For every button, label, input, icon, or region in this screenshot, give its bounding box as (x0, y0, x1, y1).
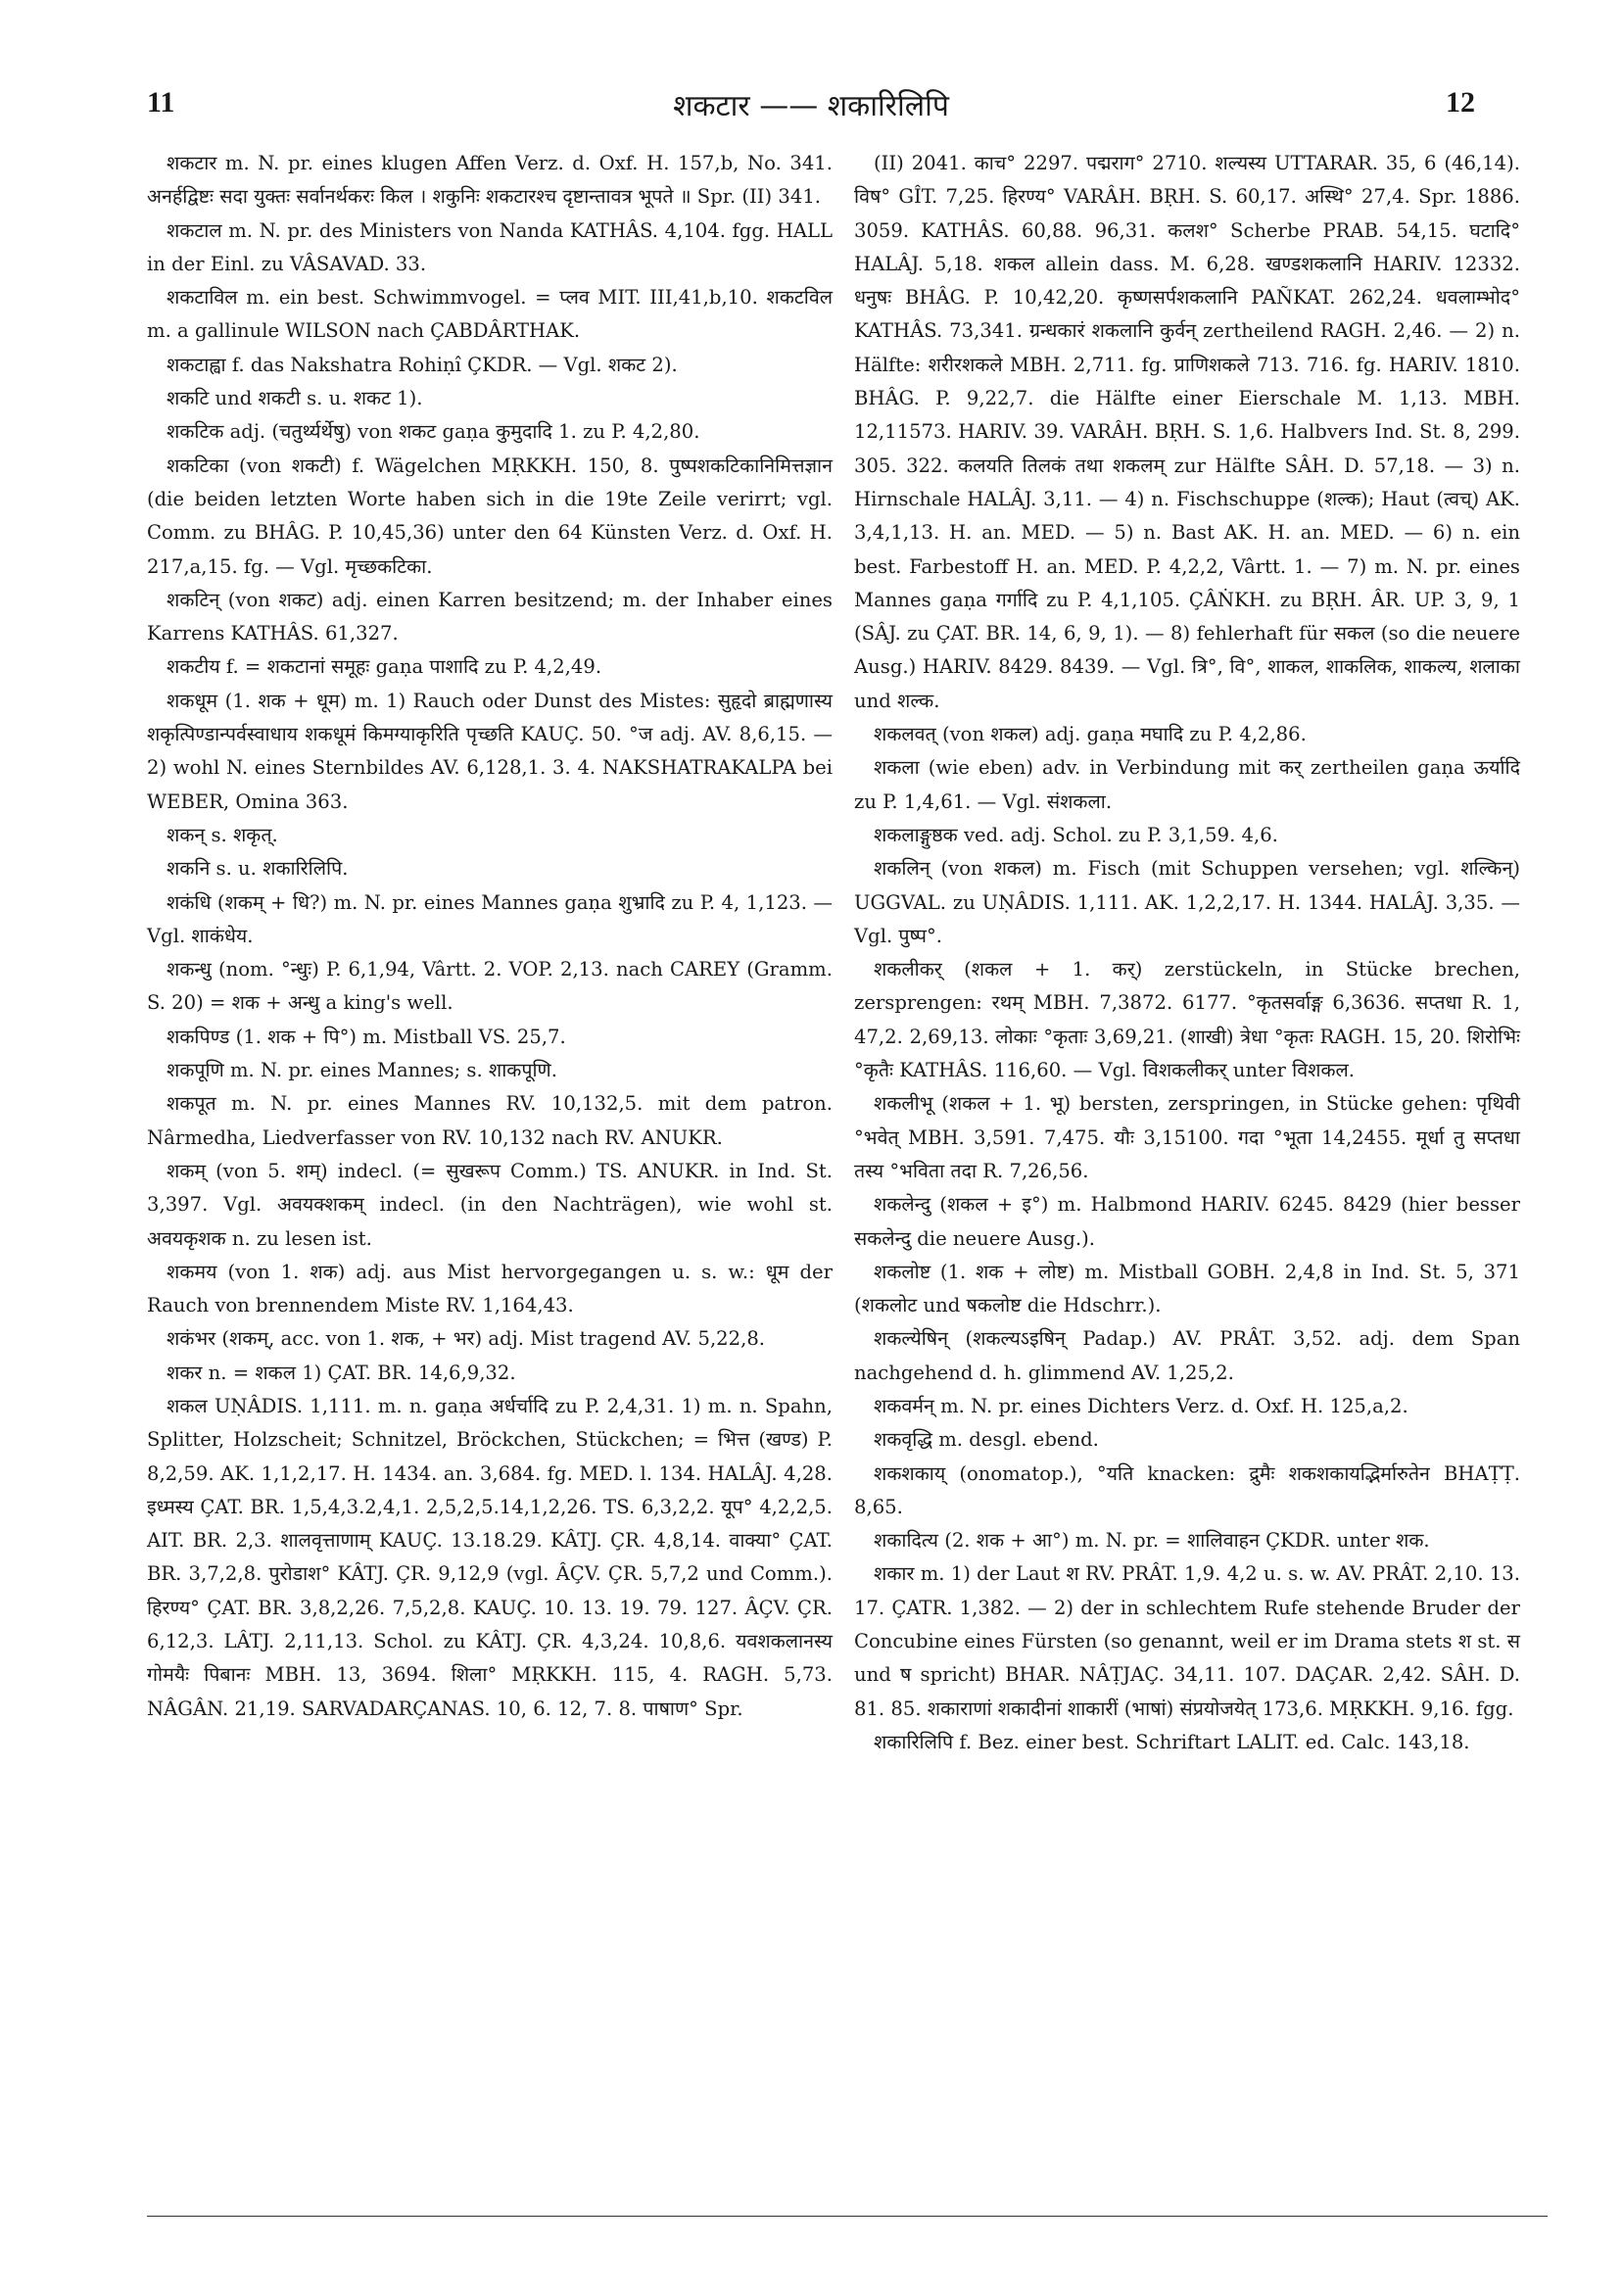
dictionary-entry: शकला (wie eben) adv. in Verbindung mit कर् zertheilen gaṇa ऊर्यादि zu P. 1,4,61. — Vgl. संशकला. (854, 756, 1520, 813)
dictionary-entry: शकपूत m. N. pr. eines Mannes RV. 10,132,5. mit dem patron. Nârmedha, Liedverfasser von RV. 10,132 nach RV. ANUKR. (147, 1092, 833, 1149)
dictionary-entry: शकटाह्वा f. das Nakshatra Rohiṇî ÇKDR. — Vgl. शकट 2). (167, 353, 678, 376)
dictionary-entry: शकपूणि m. N. pr. eines Mannes; s. शाकपूणि. (167, 1059, 557, 1082)
dictionary-entry: शकलीकर् (शकल + 1. कर्) zerstückeln, in Stücke brechen, zersprengen: रथम् MBH. 7,3872. 6177. °कृतसर्वाङ्ग 6,3636. सप्तधा R. 1, 47,2. 2,69,13. लोकाः °कृताः 3,69,21. (शाखी) त्रेधा °कृतः RAGH. 15, 20. शिरोभिः °कृतैः KATHÂS. 116,60. — Vgl. विशकलीकर् unter विशकल. (854, 958, 1520, 1082)
running-head: शकटार —— शकारिलिपि (673, 89, 949, 123)
dictionary-entry: (II) 2041. काच° 2297. पद्मराग° 2710. शल्यस्य UTTARAR. 35, 6 (46,14). विष° GÎT. 7,25. हिरण्य° VARÂH. BṚH. S. 60,17. अस्थि° 27,4. Spr. 1886. 3059. KATHÂS. 60,88. 96,31. कलश° Scherbe PRAB. 54,15. घटादि° HALÂJ. 5,18. शकल allein dass. M. 6,28. खण्डशकलानि HARIV. 12332. धनुषः BHÂG. P. 10,42,20. कृष्णसर्पशकलानि PAÑKAT. 262,24. धवलाम्भोद° KATHÂS. 73,341. ग्रन्धकारं शकलानि कुर्वन् zertheilend RAGH. 2,46. — 2) n. Hälfte: शरीरशकले MBH. 2,711. fg. प्राणिशकले 713. 716. fg. HARIV. 1810. BHÂG. P. 9,22,7. die Hälfte einer Eierschale M. 1,13. MBH. 12,11573. HARIV. 39. VARÂH. BṚH. S. 1,6. Halbvers Ind. St. 8, 299. 305. 322. कलयति तिलकं तथा शकलम् zur Hälfte SÂH. D. 57,18. — 3) n. Hirnschale HALÂJ. 3,11. — 4) n. Fischschuppe (शल्क); Haut (त्वच्) AK. 3,4,1,13. H. an. MED. — 5) n. Bast AK. H. an. MED. — 6) n. ein best. Farbestoff H. an. MED. P. 4,2,2, Vârtt. 1. — 7) m. N. pr. eines Mannes gaṇa गर्गादि zu P. 4,1,105. ÇÂṄKH. zu BṚH. ÂR. UP. 3, 9, 1 (SÂJ. zu ÇAT. BR. 14, 6, 9, 1). — 8) fehlerhaft für सकल (so die neuere Ausg.) HARIV. 8429. 8439. — Vgl. त्रि°, वि°, शाकल, शाकलिक, शाकल्य, शलाका und शल्क. (854, 152, 1520, 712)
dictionary-entry: शकर n. = शकल 1) ÇAT. BR. 14,6,9,32. (167, 1361, 516, 1384)
dictionary-entry: शकटिन् (von शकट) adj. einen Karren besitzend; m. der Inhaber eines Karrens KATHÂS. 61,327. (147, 588, 833, 646)
dictionary-entry: शकटीय f. = शकटानां समूहः gaṇa पाशादि zu P. 4,2,49. (167, 655, 602, 679)
dictionary-entry: शकंभर (शकम्, acc. von 1. शक, + भर) adj. Mist tragend AV. 5,22,8. (167, 1327, 766, 1351)
dictionary-entry: शकटार m. N. pr. eines klugen Affen Verz. d. Oxf. H. 157,b, No. 341. अनर्हद्विष्टः सदा युक्तः सर्वानर्थकरः किल । शकुनिः शकटारश्च दृष्टान्तावत्र भूपते ॥ Spr. (II) 341. (147, 152, 833, 209)
dictionary-entry: शकटि und शकटी s. u. शकट 1). (167, 387, 423, 410)
right-column (854, 147, 1520, 1759)
dictionary-entry: शकारिलिपि f. Bez. einer best. Schriftart LALIT. ed. Calc. 143,18. (874, 1730, 1470, 1753)
bottom-rule (147, 2216, 1548, 2217)
page-number-right: 12 (1446, 86, 1475, 119)
dictionary-entry: शकादित्य (2. शक + आ°) m. N. pr. = शालिवाहन ÇKDR. unter शक. (874, 1529, 1430, 1553)
dictionary-entry: शकपिण्ड (1. शक + पि°) m. Mistball VS. 25,7. (167, 1025, 566, 1048)
page-number-left: 11 (147, 86, 175, 119)
dictionary-entry: शकधूम (1. शक + धूम) m. 1) Rauch oder Dunst des Mistes: सुहृदो ब्राह्मणास्य शकृत्पिण्डान्पर्वस्वाधाय शकधूमं किमग्याकृरिति पृच्छति KAUÇ. 50. °ज adj. AV. 8,6,15. — 2) wohl N. eines Sternbildes AV. 6,128,1. 3. 4. NAKSHATRAKALPA bei WEBER, Omina 363. (147, 689, 833, 813)
dictionary-entry: शकवृद्धि m. desgl. ebend. (874, 1428, 1099, 1452)
dictionary-entry: शकलोष्ट (1. शक + लोष्ट) m. Mistball GOBH. 2,4,8 in Ind. St. 5, 371 (शकलोट und षकलोष्ट die Hdschrr.). (854, 1260, 1520, 1317)
dictionary-entry: शकनि s. u. शकारिलिपि. (167, 857, 349, 881)
dictionary-entry: शकलवत् (von शकल) adj. gaṇa मघादि zu P. 4,2,86. (874, 723, 1307, 746)
dictionary-entry: शकल्येषिन् (शकल्यऽइषिन् Padap.) AV. PRÂT. 3,52. adj. dem Span nachgehend d. h. glimmend AV. 1,25,2. (854, 1327, 1520, 1384)
dictionary-entry: शकटाल m. N. pr. des Ministers von Nanda KATHÂS. 4,104. fgg. HALL in der Einl. zu VÂSAVAD. 33. (147, 218, 833, 275)
dictionary-entry: शकमय (von 1. शक) adj. aus Mist hervorgegangen u. s. w.: धूम der Rauch von brennendem Miste RV. 1,164,43. (147, 1260, 833, 1317)
dictionary-entry: शकम् (von 5. शम्) indecl. (= सुखरूप Comm.) TS. ANUKR. in Ind. St. 3,397. Vgl. अवयक्शकम् indecl. (in den Nachträgen), wie wohl st. अवयकृशक n. zu lesen ist. (147, 1159, 833, 1250)
dictionary-entry: शकलेन्दु (शकल + इ°) m. Halbmond HARIV. 6245. 8429 (hier besser सकलेन्दु die neuere Ausg.). (854, 1193, 1520, 1250)
left-column (147, 147, 833, 1726)
dictionary-entry: शकंधि (शकम् + धि?) m. N. pr. eines Mannes gaṇa शुभ्रादि zu P. 4, 1,123. — Vgl. शाकंधेय. (147, 890, 833, 947)
dictionary-entry: शकलाङ्गुष्ठक ved. adj. Schol. zu P. 3,1,59. 4,6. (874, 823, 1278, 846)
dictionary-entry: शकवर्मन् m. N. pr. eines Dichters Verz. d. Oxf. H. 125,a,2. (874, 1394, 1408, 1417)
dictionary-entry: शकशकाय् (onomatop.), °यति knacken: द्रुमैः शकशकायद्भिर्मारुतेन BHAṬṬ. 8,65. (854, 1461, 1520, 1518)
dictionary-entry: शकन् s. शकृत्. (167, 823, 278, 846)
dictionary-entry: शकलीभू (शकल + 1. भू) bersten, zerspringen, in Stücke gehen: पृथिवी °भवेत् MBH. 3,591. 7,475. यौः 3,15100. गदा °भूता 14,2455. मूर्धा तु सप्तधा तस्य °भविता तदा R. 7,26,56. (854, 1092, 1520, 1182)
dictionary-entry: शकन्धु (nom. °न्धुः) P. 6,1,94, Vârtt. 2. VOP. 2,13. nach CAREY (Gramm. S. 20) = शक + अन्धु a king's well. (147, 958, 833, 1015)
dictionary-entry: शकार m. 1) der Laut श RV. PRÂT. 1,9. 4,2 u. s. w. AV. PRÂT. 2,10. 13. 17. ÇATR. 1,382. — 2) der in schlechtem Rufe stehende Bruder der Concubine eines Fürsten (so genannt, weil er im Drama stets श st. स und ष spricht) BHAR. NÂṬJAÇ. 34,11. 107. DAÇAR. 2,42. SÂH. D. 81. 85. शकाराणां शकादीनां शाकारीं (भाषां) संप्रयोजयेत् 173,6. MṚKKH. 9,16. fgg. (854, 1562, 1520, 1720)
dictionary-entry: शकटाविल m. ein best. Schwimmvogel. = प्लव MIT. III,41,b,10. शकटविल m. a gallinule WILSON nach ÇABDÂRTHAK. (147, 286, 833, 343)
dictionary-entry: शकल UṆÂDIS. 1,111. m. n. gaṇa अर्धर्चादि zu P. 2,4,31. 1) m. n. Spahn, Splitter, Holzscheit; Schnitzel, Bröckchen, Stückchen; = भित्त (खण्ड) P. 8,2,59. AK. 1,1,2,17. H. 1434. an. 3,684. fg. MED. l. 134. HALÂJ. 4,28. इध्मस्य ÇAT. BR. 1,5,4,3.2,4,1. 2,5,2,5.14,1,2,26. TS. 6,3,2,2. यूप° 4,2,2,5. AIT. BR. 2,3. शालवृत्ताणाम् KAUÇ. 13.18.29. KÂTJ. ÇR. 4,8,14. वाक्या° ÇAT. BR. 3,7,2,8. पुरोडाश° KÂTJ. ÇR. 9,12,9 (vgl. ÂÇV. ÇR. 5,7,2 und Comm.). हिरण्य° ÇAT. BR. 3,8,2,26. 7,5,2,8. KAUÇ. 10. 13. 19. 79. 127. ÂÇV. ÇR. 6,12,3. LÂTJ. 2,11,13. Schol. zu KÂTJ. ÇR. 4,3,24. 10,8,6. यवशकलानस्य गोमयैः पिबानः MBH. 13, 3694. शिला° MṚKKH. 115, 4. RAGH. 5,73. NÂGÂN. 21,19. SARVADARÇANAS. 10, 6. 12, 7. 8. पाषाण° Spr. (147, 1394, 833, 1720)
dictionary-entry: शकलिन् (von शकल) m. Fisch (mit Schuppen versehen; vgl. शल्किन्) UGGVAL. zu UṆÂDIS. 1,111. AK. 1,2,2,17. H. 1344. HALÂJ. 3,35. — Vgl. पुष्प°. (854, 857, 1520, 947)
dictionary-entry: शकटिका (von शकटी) f. Wägelchen MṚKKH. 150, 8. पुष्पशकटिकानिमित्तज्ञान (die beiden letzten Worte haben sich in die 19te Zeile verirrt; vgl. Comm. zu BHÂG. P. 10,45,36) unter den 64 Künsten Verz. d. Oxf. H. 217,a,15. fg. — Vgl. मृच्छकटिका. (147, 454, 833, 578)
dictionary-entry: शकटिक adj. (चतुर्थ्यर्थेषु) von शकट gaṇa कुमुदादि 1. zu P. 4,2,80. (167, 420, 700, 444)
